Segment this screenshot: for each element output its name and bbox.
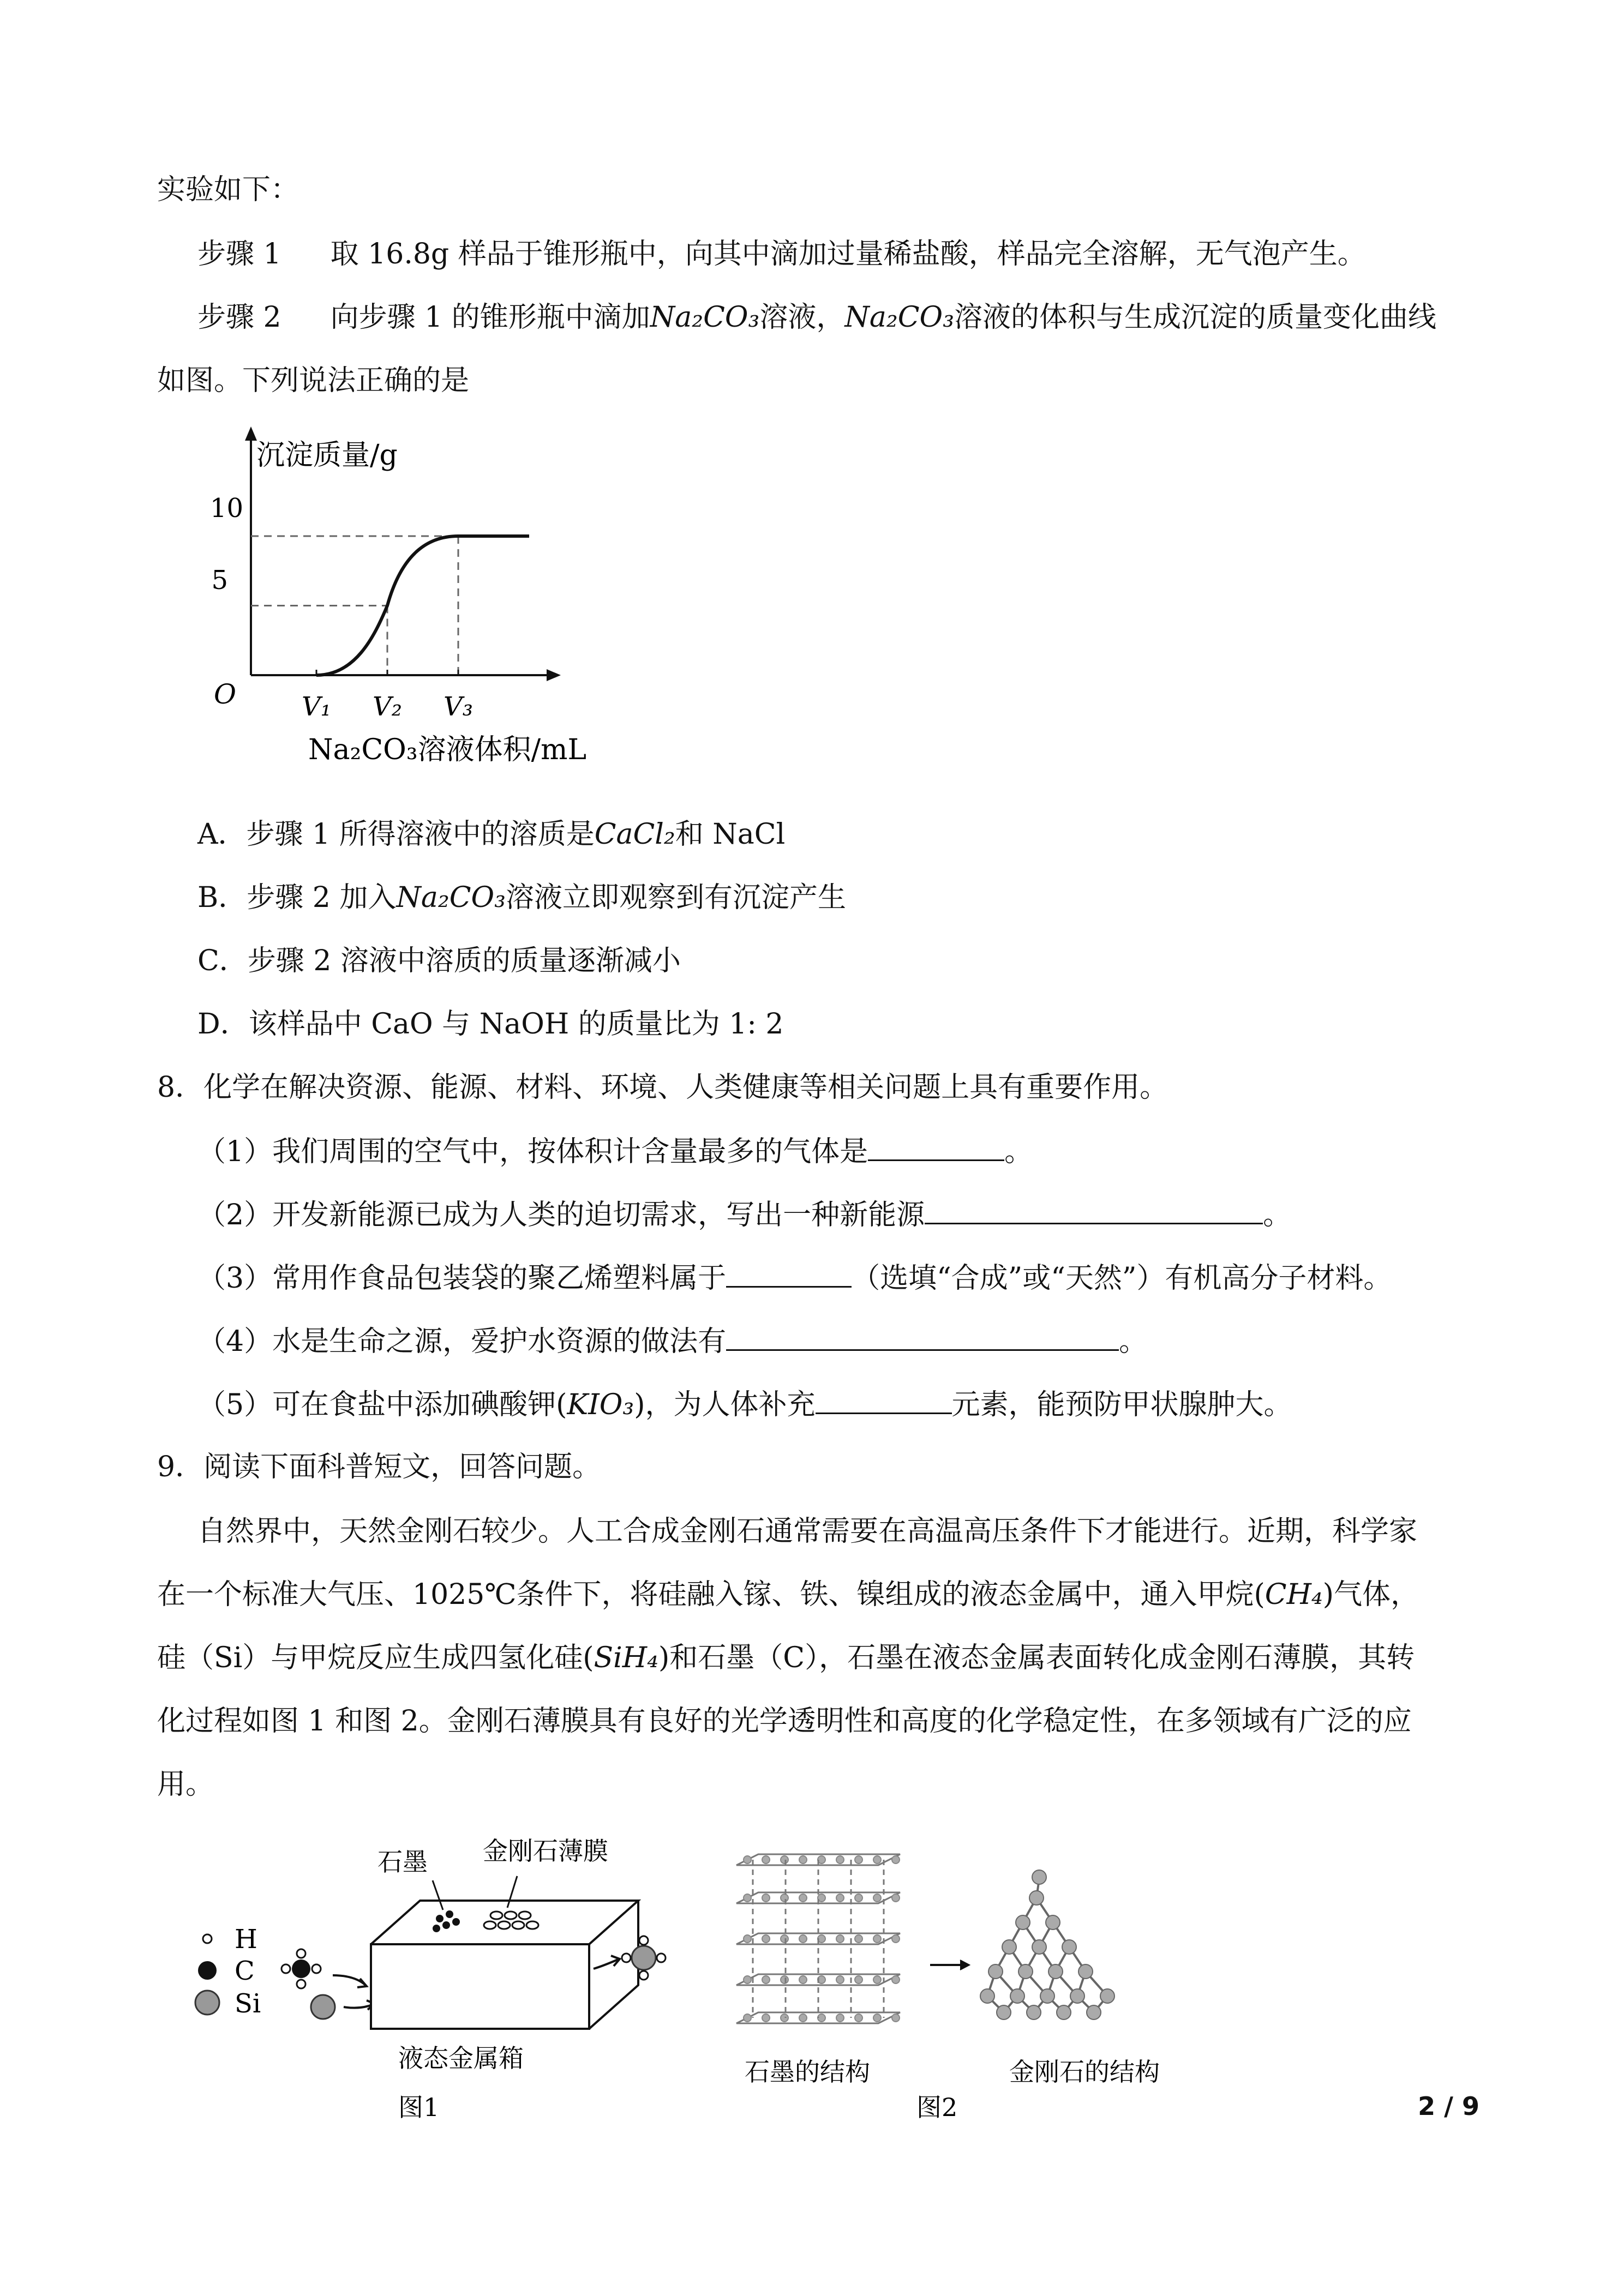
q8-p2-pre: （2）开发新能源已成为人类的迫切需求，写出一种新能源	[197, 1199, 925, 1231]
diamond-atom	[997, 2005, 1011, 2019]
diamond-structure-label: 金刚石的结构	[1009, 2057, 1160, 2087]
graphite-dots	[433, 1910, 460, 1932]
na2co3-formula-2: Na₂CO₃	[844, 301, 955, 334]
q8-p1-post: 。	[1004, 1135, 1033, 1168]
q8-p5-pre: （5）可在食盐中添加碘酸钾(	[197, 1389, 567, 1421]
q9-para-line5: 用。	[157, 1768, 214, 1801]
diamond-atom	[1087, 2005, 1101, 2019]
q8-part3	[197, 1261, 1392, 1295]
answer-blank-1[interactable]	[868, 1134, 1004, 1161]
diamond-atom	[1078, 1964, 1093, 1979]
y-tick-10: 10	[209, 493, 243, 524]
precipitate-chart	[202, 425, 627, 774]
diamond-atom	[1046, 1915, 1060, 1930]
liquid-metal-box	[371, 1901, 638, 2029]
graphite-atom	[892, 1856, 900, 1864]
diamond-atom	[1002, 1940, 1016, 1954]
graphite-atom	[762, 1856, 770, 1864]
q8-p3-post: （选填“合成”或“天然”）有机高分子材料。	[852, 1262, 1392, 1295]
y-tick-5: 5	[211, 565, 228, 596]
graphite-atom	[762, 1894, 770, 1902]
q8-p5-post: 元素，能预防甲状腺肿大。	[951, 1389, 1292, 1421]
graphite-atom	[799, 2014, 807, 2022]
x-axis-arrow	[547, 669, 561, 681]
q8-p2-post: 。	[1263, 1199, 1292, 1231]
q8-p4-pre: （4）水是生命之源，爱护水资源的做法有	[197, 1325, 727, 1358]
diamond-film-ovals	[484, 1912, 538, 1929]
graphite-atom	[873, 1856, 881, 1864]
graphite-structure-label: 石墨的结构	[745, 2057, 870, 2087]
na2co3-formula-b: Na₂CO₃	[396, 881, 506, 914]
graphite-atom	[855, 1894, 862, 1902]
graphite-atom	[873, 1894, 881, 1902]
diamond-atom	[1010, 1989, 1024, 2003]
graphite-atom	[892, 1894, 900, 1902]
graphite-atom	[855, 1976, 862, 1984]
legend-si: Si	[235, 1988, 261, 2019]
diamond-atom	[980, 1989, 994, 2003]
option-a-post: 和 NaCl	[675, 818, 786, 851]
graphite-atom	[744, 2014, 751, 2022]
x-tick-v3: V₃	[444, 692, 473, 722]
silicon-atom-icon	[311, 1995, 335, 2019]
q9-l3b: )和石墨（C），石墨在液态金属表面转化成金刚石薄膜，其转	[658, 1642, 1415, 1674]
graphite-atom	[836, 1894, 844, 1902]
graphite-atom	[744, 1976, 751, 1984]
diamond-atom	[1016, 1915, 1030, 1930]
graphite-atom	[892, 2014, 900, 2022]
diamond-film-label: 金刚石薄膜	[483, 1836, 608, 1866]
graphite-atom	[781, 1935, 788, 1943]
graphite-atom	[744, 1935, 751, 1943]
graphite-atom	[836, 1856, 844, 1864]
q8-stem: 8．化学在解决资源、能源、材料、环境、人类健康等相关问题上具有重要作用。	[157, 1071, 1168, 1104]
step2-continue: 如图。下列说法正确的是	[157, 364, 470, 397]
step1-text: 取 16.8g 样品于锥形瓶中，向其中滴加过量稀盐酸，样品完全溶解，无气泡产生。	[330, 238, 1366, 271]
answer-blank-5[interactable]	[816, 1387, 952, 1414]
q9-stem: 9．阅读下面科普短文，回答问题。	[157, 1451, 601, 1483]
figure-diamond-synthesis	[180, 1832, 1216, 2138]
answer-blank-3[interactable]	[726, 1261, 852, 1288]
cacl2-formula: CaCl₂	[594, 818, 675, 851]
answer-blank-2[interactable]	[925, 1198, 1263, 1224]
graphite-atom	[855, 1856, 862, 1864]
q8-part4	[197, 1324, 1147, 1358]
q8-part2	[197, 1198, 1291, 1231]
origin-label: O	[214, 678, 236, 710]
graphite-atom	[836, 2014, 844, 2022]
graphite-atom	[892, 1935, 900, 1943]
q8-part5	[197, 1387, 1292, 1421]
legend-h: H	[235, 1924, 257, 1955]
ch4-formula: CH₄	[1265, 1578, 1323, 1611]
graphite-atom	[781, 1894, 788, 1902]
diamond-atom	[1048, 1964, 1063, 1979]
option-b-post: 溶液立即观察到有沉淀产生	[505, 881, 846, 914]
q8-p4-post: 。	[1119, 1325, 1148, 1358]
sih4-molecule-icon	[622, 1936, 666, 1980]
q9-para-line4: 化过程如图 1 和图 2。金刚石薄膜具有良好的光学透明性和高度的化学稳定性，在多领域有广泛的应	[157, 1705, 1412, 1738]
na2co3-formula: Na₂CO₃	[650, 301, 760, 334]
fig1-caption: 图1	[398, 2093, 440, 2122]
graphite-atom	[744, 1856, 751, 1864]
diamond-atom	[1070, 1989, 1084, 2003]
graphite-atom	[762, 1976, 770, 1984]
diamond-atom	[1057, 2005, 1071, 2019]
q9-l2a: 在一个标准大气压、1025℃条件下，将硅融入镓、铁、镍组成的液态金属中，通入甲烷(	[157, 1578, 1265, 1611]
si-atom-icon	[195, 1991, 219, 2015]
graphite-atom	[873, 1935, 881, 1943]
diamond-atom	[1027, 2005, 1041, 2019]
diamond-atom	[988, 1964, 1003, 1979]
box-label: 液态金属箱	[398, 2043, 524, 2073]
graphite-atom	[762, 2014, 770, 2022]
graphite-label: 石墨	[377, 1847, 428, 1877]
q9-para-line3	[157, 1642, 1415, 1674]
option-a-pre: A．步骤 1 所得溶液中的溶质是	[197, 818, 595, 851]
step2-label: 步骤 2	[197, 301, 281, 334]
graphite-atom	[781, 1856, 788, 1864]
x-axis-label: Na₂CO₃溶液体积/mL	[308, 734, 586, 766]
diamond-atom	[1040, 1989, 1054, 2003]
q9-para-line1: 自然界中，天然金刚石较少。人工合成金刚石通常需要在高温高压条件下才能进行。近期，科学家	[197, 1515, 1418, 1548]
diamond-structure-image	[980, 1870, 1114, 2019]
diamond-atom	[1062, 1940, 1076, 1954]
q9-para-line2	[157, 1578, 1419, 1611]
legend-c: C	[235, 1956, 255, 1986]
intro-text: 实验如下：	[157, 173, 299, 206]
graphite-atom	[781, 1976, 788, 1984]
q8-p5-mid: )，为人体补充	[634, 1389, 816, 1421]
diamond-atom	[1018, 1964, 1033, 1979]
y-axis-arrow	[245, 426, 257, 441]
option-b	[197, 881, 846, 914]
graphite-atom	[873, 1976, 881, 1984]
q8-part1	[197, 1134, 1033, 1168]
step1-label: 步骤 1	[197, 238, 281, 271]
graphite-atom	[855, 2014, 862, 2022]
option-b-pre: B．步骤 2 加入	[197, 881, 397, 914]
graphite-atom	[744, 1894, 751, 1902]
y-axis-label: 沉淀质量/g	[256, 439, 398, 472]
step2-line	[197, 301, 1436, 334]
step2-text1: 向步骤 1 的锥形瓶中滴加	[330, 301, 650, 334]
step2-text2: 溶液，	[759, 301, 845, 334]
methane-molecule-icon	[281, 1949, 321, 1988]
step2-text3: 溶液的体积与生成沉淀的质量变化曲线	[954, 301, 1437, 334]
diamond-atom	[1029, 1891, 1044, 1905]
diamond-atom	[1100, 1989, 1114, 2003]
option-d: D．该样品中 CaO 与 NaOH 的质量比为 1: 2	[197, 1008, 784, 1041]
graphite-atom	[799, 1856, 807, 1864]
q9-l2b: )气体，	[1322, 1578, 1419, 1611]
option-a	[197, 818, 785, 851]
h-atom-icon	[203, 1934, 212, 1943]
q9-l3a: 硅（Si）与甲烷反应生成四氢化硅(	[157, 1642, 594, 1674]
option-c: C．步骤 2 溶液中溶质的质量逐渐减小	[197, 945, 681, 977]
c-atom-icon	[198, 1961, 217, 1980]
diamond-atom	[1032, 1940, 1046, 1954]
graphite-atom	[799, 1935, 807, 1943]
x-tick-v2: V₂	[373, 692, 402, 722]
graphite-atom	[836, 1976, 844, 1984]
graphite-atom	[873, 2014, 881, 2022]
graphite-atom	[799, 1894, 807, 1902]
graphite-atom	[799, 1976, 807, 1984]
q8-p1-pre: （1）我们周围的空气中，按体积计含量最多的气体是	[197, 1135, 868, 1168]
graphite-atom	[855, 1935, 862, 1943]
sih4-formula: SiH₄	[594, 1642, 658, 1674]
q8-p3-pre: （3）常用作食品包装袋的聚乙烯塑料属于	[197, 1262, 727, 1295]
kio3-formula: KIO₃	[567, 1389, 634, 1421]
diamond-atom	[1032, 1870, 1046, 1884]
page-number: 2 / 9	[1418, 2091, 1479, 2121]
x-tick-v1: V₁	[302, 692, 331, 722]
fig2-caption: 图2	[916, 2093, 958, 2122]
graphite-structure-image	[736, 1854, 900, 2023]
graphite-atom	[892, 1976, 900, 1984]
graphite-atom	[781, 2014, 788, 2022]
step1-line	[197, 238, 1366, 271]
answer-blank-4[interactable]	[726, 1324, 1119, 1351]
graphite-atom	[762, 1935, 770, 1943]
graphite-atom	[836, 1935, 844, 1943]
